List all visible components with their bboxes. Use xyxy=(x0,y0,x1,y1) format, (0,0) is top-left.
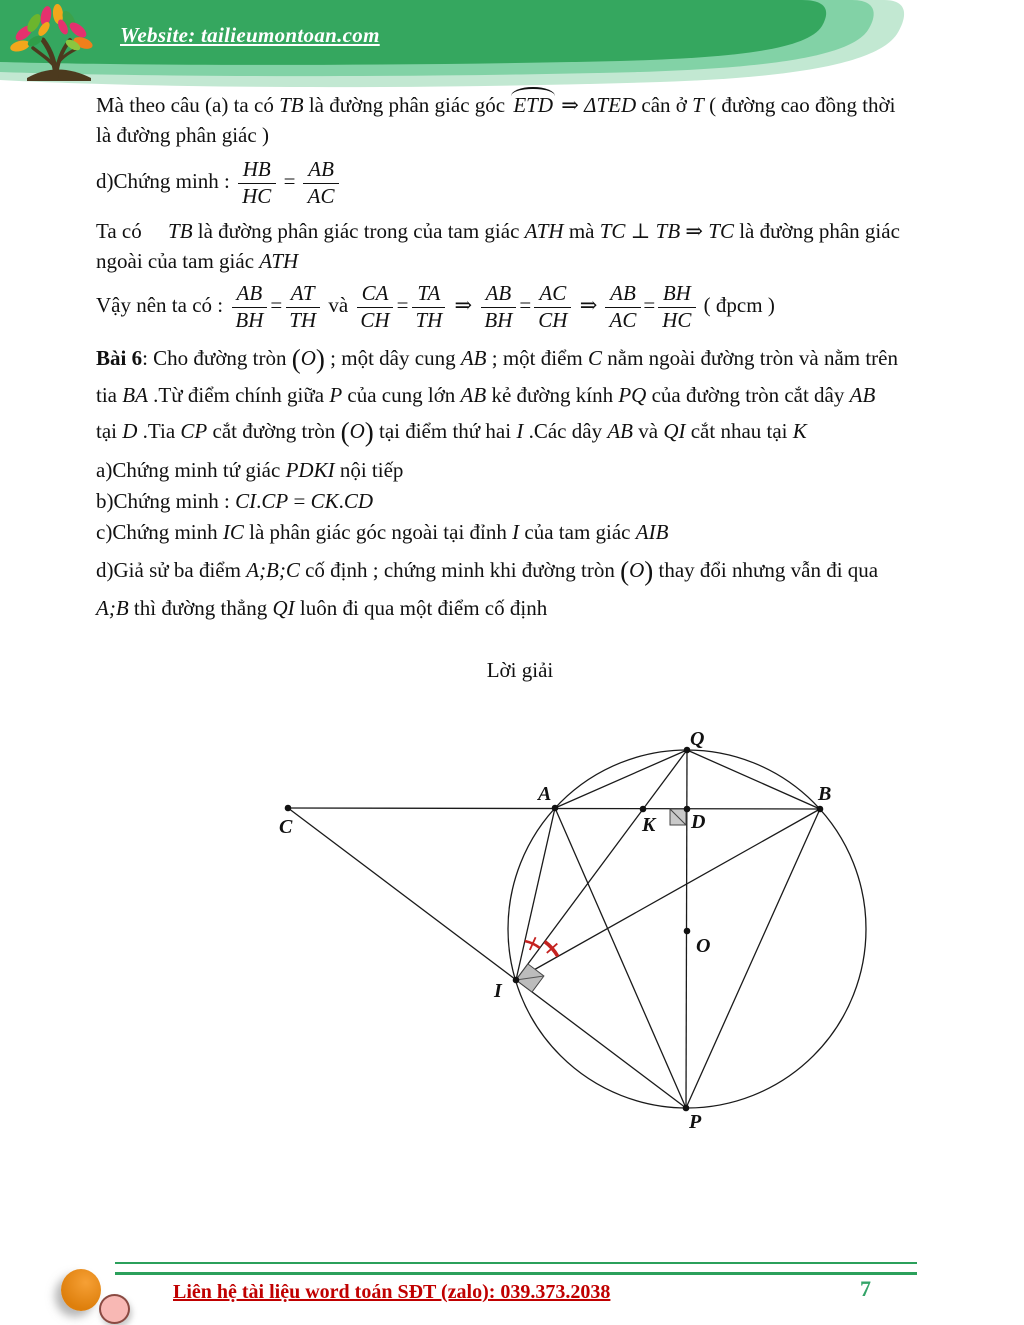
text-line: là đường phân giác ) xyxy=(96,123,269,147)
problem-statement-line: tại D .Tia CP cắt đường tròn (O) tại điểm thứ hai I .Các dây AB và QI cắt nhau tại K xyxy=(96,417,807,448)
line-AP xyxy=(555,808,686,1108)
website-link: Website: tailieumontoan.com xyxy=(120,23,380,47)
point-label-I: I xyxy=(494,980,502,1002)
footer-orange-circle-icon xyxy=(61,1269,101,1311)
point-label-Q: Q xyxy=(690,728,705,750)
point-label-D: D xyxy=(691,811,706,833)
point-C xyxy=(285,805,292,812)
question-line: a)Chứng minh tứ giác PDKI nội tiếp xyxy=(96,458,404,483)
point-B xyxy=(817,806,824,813)
problem-statement-line: tia BA .Từ điểm chính giữa P của cung lớn AB kẻ đường kính PQ của đường tròn cắt dây AB xyxy=(96,383,876,408)
point-A xyxy=(552,805,559,812)
page-number: 7 xyxy=(860,1276,871,1301)
point-O xyxy=(684,928,691,935)
question-line: b)Chứng minh : CI.CP = CK.CD xyxy=(96,489,374,514)
footer-pink-circle-icon xyxy=(99,1294,130,1324)
line-CIP xyxy=(288,808,686,1108)
formula-line: Vậy nên ta có : $\frac{AB}{BH}$ = $\frac{AT}{TH}$ và $\frac{CA}{CH}$ = $\frac{TA}{TH}$ ⇒ $\frac{AB}{BH}$ = $\frac{AC}{CH}$ ⇒ $\frac{AB}{AC}$ = $\frac{BH}{HC}$ ( đpcm ) xyxy=(96,281,775,332)
footer-rule xyxy=(115,1262,917,1275)
question-line: A;B thì đường thẳng QI luôn đi qua một điểm cố định xyxy=(96,596,548,621)
point-label-C: C xyxy=(279,816,293,838)
question-line: c)Chứng minh IC là phân giác góc ngoài tại đỉnh I của tam giác AIB xyxy=(96,520,669,545)
line-BP xyxy=(686,809,820,1108)
question-line: d)Giả sử ba điểm A;B;C cố định ; chứng minh khi đường tròn (O) thay đổi nhưng vẫn đi qua xyxy=(96,556,879,587)
point-label-P: P xyxy=(689,1111,702,1133)
text-line: Ta có TB là đường phân giác trong của tam giác ATH mà TC ⊥ TB ⇒ TC là đường phân giác xyxy=(96,219,900,244)
line-QA xyxy=(555,750,687,808)
point-I xyxy=(513,977,520,984)
line-IB xyxy=(516,809,820,980)
problem-statement-line: Bài 6: Cho đường tròn (O) ; một dây cung AB ; một điểm C nằm ngoài đường tròn và nằm trên xyxy=(96,344,898,375)
header-banner xyxy=(0,0,1024,96)
footer-contact: Liên hệ tài liệu word toán SĐT (zalo): 039.373.2038 xyxy=(173,1281,611,1303)
solution-heading: Lời giải xyxy=(486,658,554,683)
document-body xyxy=(96,90,944,685)
text-line: Mà theo câu (a) ta có TB là đường phân giác góc ETD ⇒ ΔTED cân ở T ( đường cao đồng thời xyxy=(96,93,896,117)
point-D xyxy=(684,806,691,813)
point-K xyxy=(640,806,647,813)
geometry-figure xyxy=(250,712,910,1144)
formula-line: d)Chứng minh : $\frac{HB}{HC}$ = $\frac{AB}{AC}$ xyxy=(96,154,944,208)
point-label-K: K xyxy=(642,814,656,836)
right-angle-marker-I xyxy=(516,964,544,992)
point-label-O: O xyxy=(696,935,711,957)
line-QB xyxy=(687,750,820,809)
point-label-B: B xyxy=(818,783,832,805)
text-line: ngoài của tam giác ATH xyxy=(96,249,299,274)
point-label-A: A xyxy=(538,783,552,805)
right-angle-marker-D xyxy=(670,809,686,825)
